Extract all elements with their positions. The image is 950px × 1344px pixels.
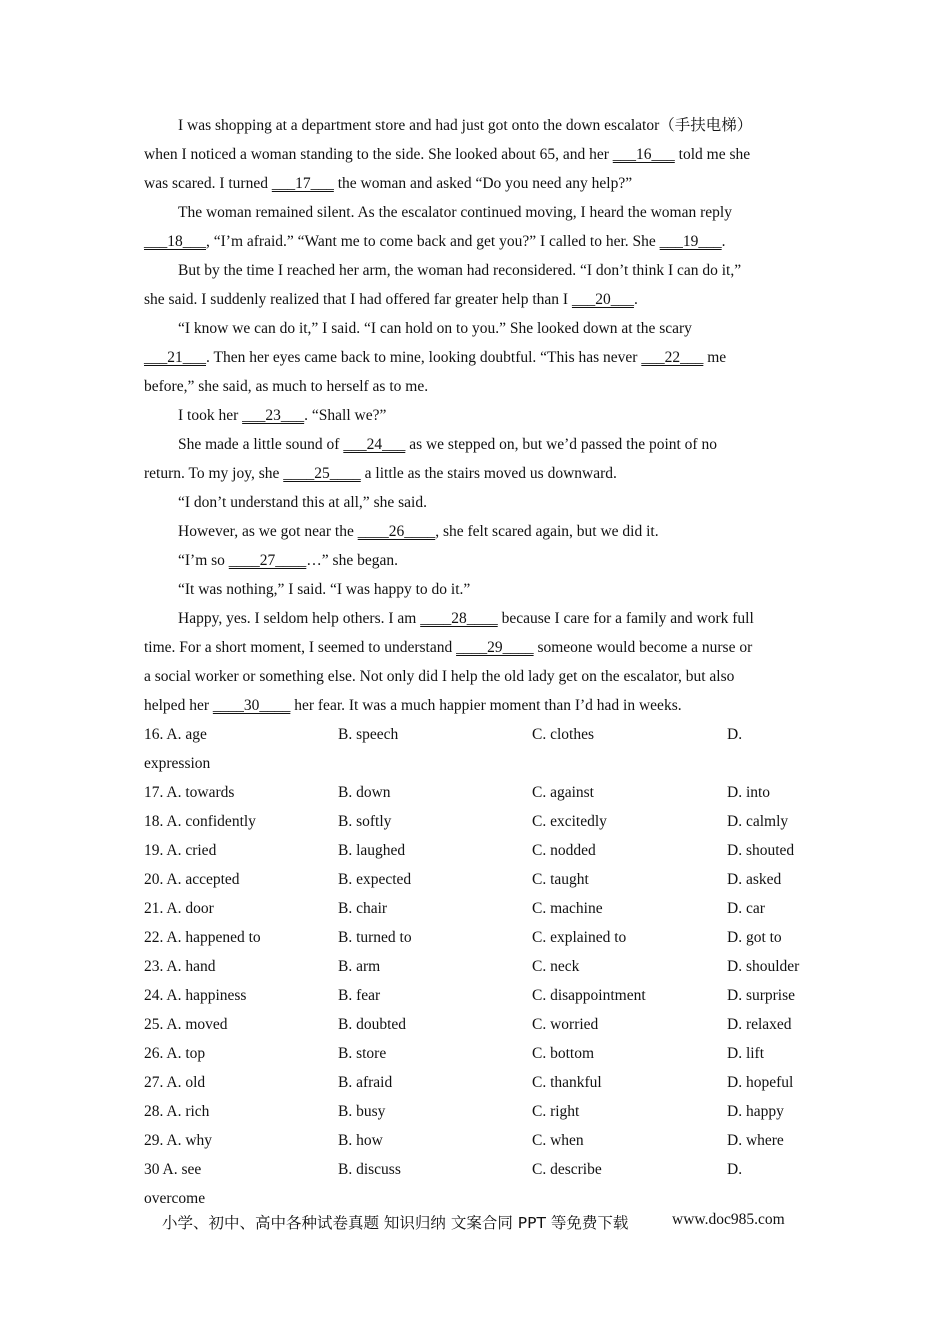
answer-blank: ___16___ bbox=[612, 146, 675, 163]
option-a: 25. A. moved bbox=[144, 1016, 228, 1033]
question-row bbox=[144, 1039, 824, 1068]
answer-blank: ____27____ bbox=[228, 552, 307, 569]
answer-blank: ___21___ bbox=[144, 349, 206, 366]
option-a: 26. A. top bbox=[144, 1045, 206, 1062]
option-d: D. where bbox=[727, 1132, 784, 1149]
question-row bbox=[144, 1155, 824, 1184]
answer-blank: ___20___ bbox=[571, 291, 634, 308]
passage-text: Happy, yes. I seldom help others. I am bbox=[178, 610, 421, 627]
option-a: 24. A. happiness bbox=[144, 987, 247, 1004]
passage-line bbox=[144, 169, 814, 198]
passage-text: , she felt scared again, but we did it. bbox=[435, 523, 659, 540]
option-d: D. relaxed bbox=[727, 1016, 792, 1033]
passage-line bbox=[144, 227, 814, 256]
option-d: D. hopeful bbox=[727, 1074, 794, 1091]
option-c: C. disappointment bbox=[532, 987, 646, 1004]
answer-blank: ___18___ bbox=[144, 233, 206, 250]
question-row bbox=[144, 778, 824, 807]
passage-text: “It was nothing,” I said. “I was happy to do it.” bbox=[178, 581, 471, 598]
passage-line bbox=[144, 111, 814, 140]
footer-text: 小学、初中、高中各种试卷真题 知识归纳 文案合同 PPT 等免费下载 bbox=[162, 1214, 629, 1232]
passage-line bbox=[144, 691, 814, 720]
passage-text: before,” she said, as much to herself as to me. bbox=[144, 378, 429, 395]
option-a: 30 A. see bbox=[144, 1161, 202, 1178]
answer-blank: ___23___ bbox=[242, 407, 305, 424]
passage-line bbox=[144, 604, 814, 633]
answer-blank: ____26____ bbox=[357, 523, 436, 540]
passage-line bbox=[144, 314, 814, 343]
option-c: C. clothes bbox=[532, 726, 594, 743]
question-row bbox=[144, 923, 824, 952]
option-b: B. expected bbox=[338, 871, 412, 888]
option-b: B. fear bbox=[338, 987, 381, 1004]
passage-text: the woman and asked “Do you need any help?” bbox=[333, 175, 633, 192]
question-row bbox=[144, 1097, 824, 1126]
option-a: 29. A. why bbox=[144, 1132, 213, 1149]
option-c: C. excitedly bbox=[532, 813, 607, 830]
option-d: D. bbox=[727, 726, 743, 743]
question-row bbox=[144, 836, 824, 865]
question-row bbox=[144, 981, 824, 1010]
passage-text: However, as we got near the bbox=[178, 523, 358, 540]
option-b: B. laughed bbox=[338, 842, 406, 859]
option-c: C. machine bbox=[532, 900, 603, 917]
option-a: 17. A. towards bbox=[144, 784, 235, 801]
option-b: B. store bbox=[338, 1045, 387, 1062]
passage-text: “I don’t understand this at all,” she said. bbox=[178, 494, 427, 511]
passage-line bbox=[144, 459, 814, 488]
footer-url[interactable]: www.doc985.com bbox=[672, 1211, 785, 1228]
option-b: B. softly bbox=[338, 813, 392, 830]
passage-text: . bbox=[721, 233, 726, 250]
option-a: 18. A. confidently bbox=[144, 813, 256, 830]
answer-blank: ___22___ bbox=[641, 349, 704, 366]
option-c: C. explained to bbox=[532, 929, 627, 946]
option-b: B. arm bbox=[338, 958, 381, 975]
option-b: B. speech bbox=[338, 726, 399, 743]
passage-text: was scared. I turned bbox=[144, 175, 272, 192]
passage-text: me bbox=[703, 349, 727, 366]
option-d: D. surprise bbox=[727, 987, 796, 1004]
passage-line bbox=[144, 662, 814, 691]
option-a: 28. A. rich bbox=[144, 1103, 210, 1120]
option-c: C. nodded bbox=[532, 842, 596, 859]
option-d: D. into bbox=[727, 784, 771, 801]
passage-text: when I noticed a woman standing to the side. She looked about 65, and her bbox=[144, 146, 613, 163]
question-row-continuation bbox=[144, 749, 824, 778]
passage-line bbox=[144, 488, 814, 517]
question-row bbox=[144, 894, 824, 923]
passage-text: because I care for a family and work full bbox=[497, 610, 754, 627]
option-a: 22. A. happened to bbox=[144, 929, 261, 946]
passage-text: a little as the stairs moved us downward. bbox=[360, 465, 617, 482]
option-b: B. discuss bbox=[338, 1161, 401, 1178]
answer-blank: ____29____ bbox=[456, 639, 534, 656]
option-b: B. busy bbox=[338, 1103, 386, 1120]
option-b: B. how bbox=[338, 1132, 383, 1149]
passage-line bbox=[144, 198, 814, 227]
passage-line bbox=[144, 430, 814, 459]
option-a: 20. A. accepted bbox=[144, 871, 240, 888]
option-d: D. shoulder bbox=[727, 958, 800, 975]
option-a: 21. A. door bbox=[144, 900, 214, 917]
passage-text: , “I’m afraid.” “Want me to come back and get you?” I called to her. She bbox=[206, 233, 660, 250]
question-row bbox=[144, 1010, 824, 1039]
question-row-continuation bbox=[144, 1184, 824, 1213]
passage-text: . bbox=[633, 291, 638, 308]
option-d: D. got to bbox=[727, 929, 782, 946]
passage-text: “I know we can do it,” I said. “I can hold on to you.” She looked down at the scary bbox=[178, 320, 692, 337]
question-row bbox=[144, 1126, 824, 1155]
option-d: D. car bbox=[727, 900, 765, 917]
passage-line bbox=[144, 633, 814, 662]
passage-line bbox=[144, 401, 814, 430]
answer-blank: ____28____ bbox=[420, 610, 498, 627]
option-d: D. asked bbox=[727, 871, 782, 888]
option-b: B. chair bbox=[338, 900, 388, 917]
option-c: C. thankful bbox=[532, 1074, 602, 1091]
option-b: B. afraid bbox=[338, 1074, 393, 1091]
passage-text: “I’m so bbox=[178, 552, 229, 569]
question-row bbox=[144, 1068, 824, 1097]
option-d: D. lift bbox=[727, 1045, 765, 1062]
option-b: B. doubted bbox=[338, 1016, 407, 1033]
passage-text: she said. I suddenly realized that I had offered far greater help than I bbox=[144, 291, 572, 308]
option-d: D. bbox=[727, 1161, 743, 1178]
answer-blank: ___17___ bbox=[271, 175, 334, 192]
passage-line bbox=[144, 140, 814, 169]
option-b: B. turned to bbox=[338, 929, 412, 946]
option-a: 27. A. old bbox=[144, 1074, 206, 1091]
option-c: C. against bbox=[532, 784, 594, 801]
answer-blank: ___19___ bbox=[659, 233, 722, 250]
passage-line bbox=[144, 575, 814, 604]
option-a: 23. A. hand bbox=[144, 958, 216, 975]
question-row bbox=[144, 807, 824, 836]
passage-text: her fear. It was a much happier moment than I’d had in weeks. bbox=[290, 697, 682, 714]
option-c: C. describe bbox=[532, 1161, 602, 1178]
passage-text: someone would become a nurse or bbox=[533, 639, 753, 656]
passage-line bbox=[144, 256, 814, 285]
passage-line bbox=[144, 343, 814, 372]
passage-text: I took her bbox=[178, 407, 243, 424]
option-b: B. down bbox=[338, 784, 391, 801]
reading-passage bbox=[144, 111, 814, 720]
option-c: C. neck bbox=[532, 958, 580, 975]
passage-text: She made a little sound of bbox=[178, 436, 344, 453]
passage-text: helped her bbox=[144, 697, 213, 714]
passage-text: told me she bbox=[674, 146, 751, 163]
option-c: C. right bbox=[532, 1103, 580, 1120]
page-footer bbox=[162, 1211, 862, 1233]
option-d: D. happy bbox=[727, 1103, 784, 1120]
question-row bbox=[144, 865, 824, 894]
passage-text: . Then her eyes came back to mine, looking doubtful. “This has never bbox=[206, 349, 642, 366]
passage-line bbox=[144, 372, 814, 401]
passage-text: The woman remained silent. As the escalator continued moving, I heard the woman reply bbox=[178, 204, 732, 221]
passage-line bbox=[144, 546, 814, 575]
passage-text: return. To my joy, she bbox=[144, 465, 284, 482]
answer-blank: ____25____ bbox=[283, 465, 361, 482]
passage-text: as we stepped on, but we’d passed the point of no bbox=[405, 436, 717, 453]
answer-options bbox=[144, 720, 824, 1213]
option-c: C. taught bbox=[532, 871, 589, 888]
answer-blank: ____30____ bbox=[212, 697, 291, 714]
passage-text: time. For a short moment, I seemed to understand bbox=[144, 639, 457, 656]
passage-text: But by the time I reached her arm, the woman had reconsidered. “I don’t think I can do it,” bbox=[178, 262, 742, 279]
option-d-wrapped: expression bbox=[144, 755, 211, 772]
passage-text: …” she began. bbox=[306, 552, 398, 569]
question-row bbox=[144, 952, 824, 981]
option-a: 19. A. cried bbox=[144, 842, 217, 859]
passage-text: a social worker or something else. Not only did I help the old lady get on the escalator, but also bbox=[144, 668, 735, 685]
option-a: 16. A. age bbox=[144, 726, 207, 743]
answer-blank: ___24___ bbox=[343, 436, 406, 453]
option-c: C. worried bbox=[532, 1016, 599, 1033]
passage-text: . “Shall we?” bbox=[304, 407, 387, 424]
option-c: C. when bbox=[532, 1132, 584, 1149]
question-row bbox=[144, 720, 824, 749]
passage-line bbox=[144, 285, 814, 314]
option-d-wrapped: overcome bbox=[144, 1190, 206, 1207]
passage-line bbox=[144, 517, 814, 546]
passage-text: I was shopping at a department store and had just got onto the down escalator（手扶电梯） bbox=[178, 117, 753, 134]
option-c: C. bottom bbox=[532, 1045, 595, 1062]
option-d: D. shouted bbox=[727, 842, 795, 859]
option-d: D. calmly bbox=[727, 813, 789, 830]
